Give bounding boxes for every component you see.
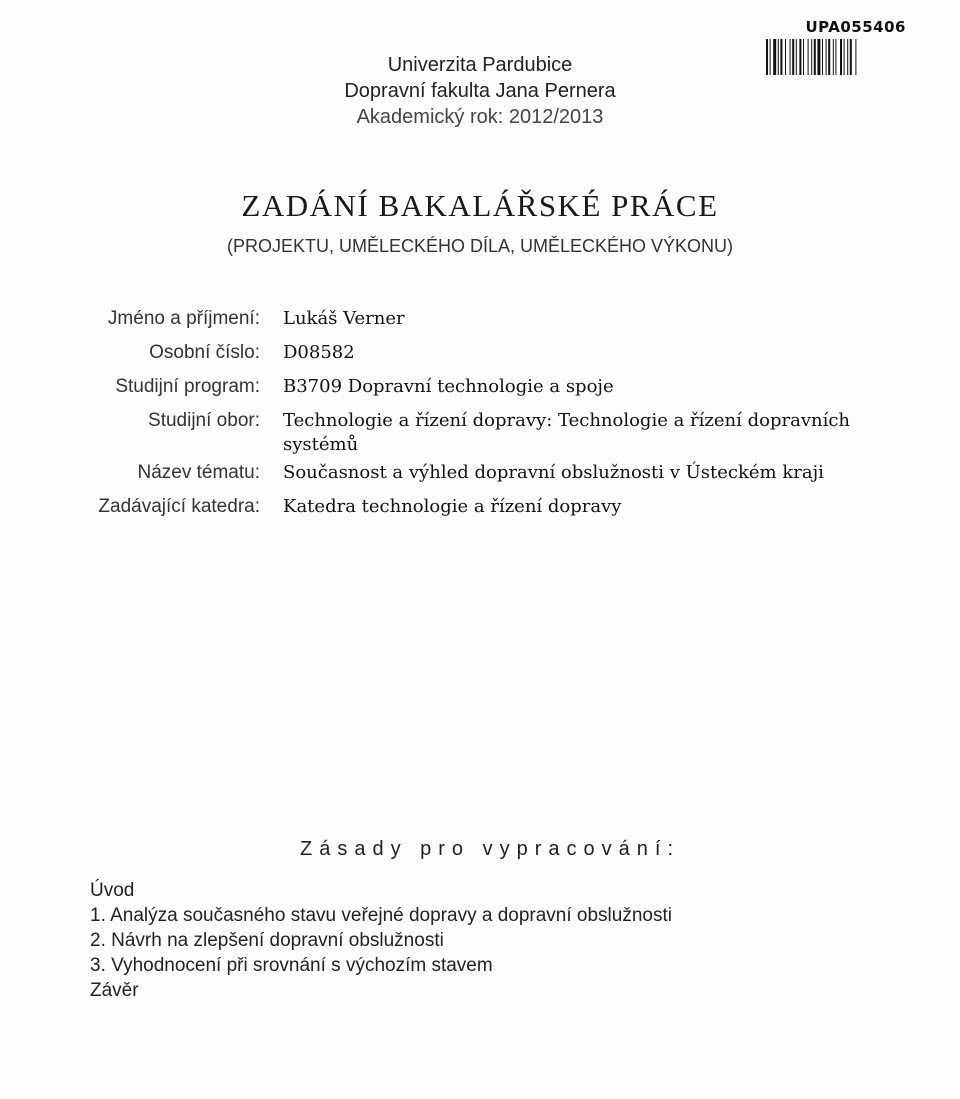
document-header <box>290 52 670 130</box>
document-subtitle: (PROJEKTU, UMĚLECKÉHO DÍLA, UMĚLECKÉHO VÝKONU) <box>226 236 734 256</box>
student-info <box>0 306 960 528</box>
guidelines-item: Úvod <box>90 880 135 901</box>
field-value <box>283 409 923 457</box>
guidelines-list <box>90 878 890 1003</box>
academic-year: Akademický rok: 2012/2013 <box>356 106 604 128</box>
guidelines-item: 3. Vyhodnocení při srovnání s výchozím stavem <box>90 955 493 976</box>
program-label: Studijní program: <box>115 376 260 397</box>
topic-label: Název tématu: <box>137 462 260 483</box>
guidelines-item: 2. Návrh na zlepšení dopravní obslužnosti <box>90 930 444 951</box>
info-row-name <box>0 306 960 340</box>
name-label: Jméno a příjmení: <box>107 308 260 329</box>
document-title: ZADÁNÍ BAKALÁŘSKÉ PRÁCE <box>241 188 719 223</box>
info-row-department <box>0 494 960 528</box>
personal-number-label: Osobní číslo: <box>149 342 260 363</box>
field-value-line2: systémů <box>283 434 359 455</box>
guidelines-title: Zásady pro vypracování: <box>300 838 680 860</box>
guidelines-item: 1. Analýza současného stavu veřejné dopravy a dopravní obslužnosti <box>90 905 672 926</box>
personal-number-value: D08582 <box>283 342 355 363</box>
info-row-field <box>0 408 960 460</box>
university-name: Univerzita Pardubice <box>387 54 573 76</box>
info-row-personal-number <box>0 340 960 374</box>
name-value: Lukáš Verner <box>283 308 405 329</box>
topic-value: Současnost a výhled dopravní obslužnosti v Ústeckém kraji <box>283 462 824 483</box>
program-value: B3709 Dopravní technologie a spoje <box>283 376 614 397</box>
department-label: Zadávající katedra: <box>98 496 260 517</box>
info-row-topic <box>0 460 960 494</box>
field-value-line1: Technologie a řízení dopravy: Technologie a řízení dopravních <box>283 410 851 431</box>
barcode-code: UPA055406 <box>805 18 906 36</box>
barcode-block <box>762 18 906 80</box>
department-value: Katedra technologie a řízení dopravy <box>283 496 622 517</box>
field-label: Studijní obor: <box>148 410 260 431</box>
info-row-program <box>0 374 960 408</box>
faculty-name: Dopravní fakulta Jana Pernera <box>344 80 616 102</box>
barcode-image <box>766 39 906 75</box>
guidelines-item: Závěr <box>90 980 139 1001</box>
